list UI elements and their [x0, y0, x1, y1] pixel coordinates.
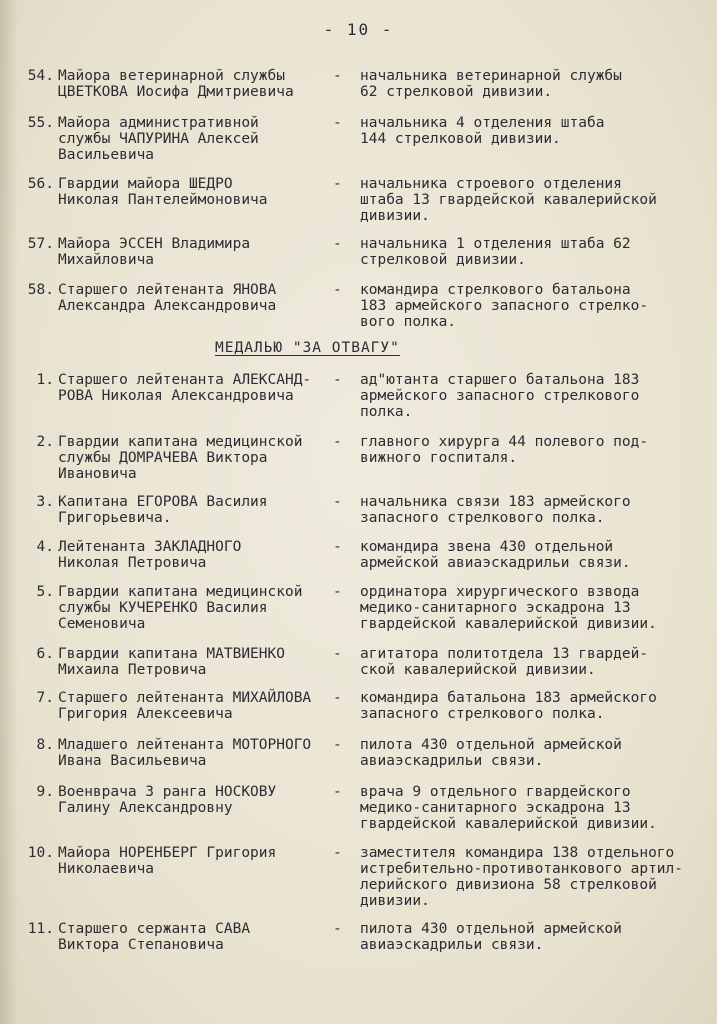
section-heading: МЕДАЛЬЮ "ЗА ОТВАГУ": [215, 340, 400, 356]
entry-dash: -: [333, 539, 342, 555]
recipient-position: ад"ютанта старшего батальона 183 армейского запасного стрелкового полка.: [360, 372, 640, 420]
entry-dash: -: [333, 282, 342, 298]
entry-dash: -: [333, 115, 342, 131]
entry-number: 57.: [27, 236, 54, 252]
entry-number: 4.: [36, 539, 54, 555]
recipient-position: командира стрелкового батальона 183 армейского запасного стрелко- вого полка.: [360, 282, 649, 330]
entry-dash: -: [333, 494, 342, 510]
recipient-position: начальника 1 отделения штаба 62 стрелковой дивизии.: [360, 236, 631, 268]
entry-dash: -: [333, 845, 342, 861]
entry-number: 6.: [36, 646, 54, 662]
entry-dash: -: [333, 176, 342, 192]
recipient-name: Гвардии капитана медицинской службы КУЧЕРЕНКО Василия Семеновича: [58, 584, 303, 632]
entry-number: 5.: [36, 584, 54, 600]
entry-number: 7.: [36, 690, 54, 706]
page-number: - 10 -: [323, 20, 394, 39]
recipient-position: командира батальона 183 армейского запасного стрелкового полка.: [360, 690, 657, 722]
recipient-name: Старшего лейтенанта ЯНОВА Александра Александровича: [58, 282, 277, 314]
entry-number: 10.: [27, 845, 54, 861]
entry-dash: -: [333, 68, 342, 84]
entry-dash: -: [333, 784, 342, 800]
recipient-name: Майора административной службы ЧАПУРИНА Алексей Васильевича: [58, 115, 259, 163]
entry-dash: -: [333, 690, 342, 706]
recipient-name: Старшего лейтенанта АЛЕКСАНД- РОВА Николая Александровича: [58, 372, 312, 404]
recipient-name: Старшего лейтенанта МИХАЙЛОВА Григория Алексеевича: [58, 690, 312, 722]
recipient-position: врача 9 отдельного гвардейского медико-санитарного эскадрона 13 гвардейской кавалерийской дивизии.: [360, 784, 657, 832]
recipient-position: главного хирурга 44 полевого под- вижного госпиталя.: [360, 434, 649, 466]
entry-dash: -: [333, 372, 342, 388]
recipient-name: Майора ветеринарной службы ЦВЕТКОВА Иосифа Дмитриевича: [58, 68, 294, 100]
recipient-name: Лейтенанта ЗАКЛАДНОГО Николая Петровича: [58, 539, 242, 571]
entry-number: 2.: [36, 434, 54, 450]
recipient-name: Военврача 3 ранга НОСКОВУ Галину Александровну: [58, 784, 277, 816]
recipient-name: Гвардии капитана медицинской службы ДОМРАЧЕВА Виктора Ивановича: [58, 434, 303, 482]
recipient-position: агитатора политотдела 13 гвардей- ской кавалерийской дивизии.: [360, 646, 649, 678]
entry-number: 58.: [27, 282, 54, 298]
entry-number: 11.: [27, 921, 54, 937]
recipient-position: начальника строевого отделения штаба 13 гвардейской кавалерийской дивизии.: [360, 176, 657, 224]
entry-dash: -: [333, 921, 342, 937]
recipient-position: начальника связи 183 армейского запасного стрелкового полка.: [360, 494, 631, 526]
recipient-name: Майора ЭССЕН Владимира Михайловича: [58, 236, 251, 268]
recipient-position: пилота 430 отдельной армейской авиаэскадрильи связи.: [360, 737, 622, 769]
recipient-name: Гвардии майора ШЕДРО Николая Пантелеймоновича: [58, 176, 268, 208]
recipient-position: начальника ветеринарной службы 62 стрелковой дивизии.: [360, 68, 622, 100]
recipient-position: заместителя командира 138 отдельного истребительно-противотанкового артил- лерийского дивизиона 58 стрелковой дивизии.: [360, 845, 684, 909]
entry-dash: -: [333, 584, 342, 600]
entry-dash: -: [333, 434, 342, 450]
recipient-name: Майора НОРЕНБЕРГ Григория Николаевича: [58, 845, 277, 877]
recipient-position: ординатора хирургического взвода медико-санитарного эскадрона 13 гвардейской кавалерийской дивизии.: [360, 584, 657, 632]
recipient-name: Младшего лейтенанта МОТОРНОГО Ивана Васильевича: [58, 737, 312, 769]
entry-number: 56.: [27, 176, 54, 192]
entry-number: 1.: [36, 372, 54, 388]
recipient-name: Гвардии капитана МАТВИЕНКО Михаила Петровича: [58, 646, 285, 678]
entry-dash: -: [333, 236, 342, 252]
recipient-name: Старшего сержанта САВА Виктора Степановича: [58, 921, 251, 953]
recipient-position: пилота 430 отдельной армейской авиаэскадрильи связи.: [360, 921, 622, 953]
page-edge-shadow: [0, 0, 18, 1024]
entry-number: 54.: [27, 68, 54, 84]
entry-number: 3.: [36, 494, 54, 510]
entry-dash: -: [333, 737, 342, 753]
recipient-position: начальника 4 отделения штаба 144 стрелковой дивизии.: [360, 115, 605, 147]
entry-number: 9.: [36, 784, 54, 800]
recipient-name: Капитана ЕГОРОВА Василия Григорьевича.: [58, 494, 268, 526]
entry-number: 55.: [27, 115, 54, 131]
entry-number: 8.: [36, 737, 54, 753]
entry-dash: -: [333, 646, 342, 662]
recipient-position: командира звена 430 отдельной армейской авиаэскадрильи связи.: [360, 539, 631, 571]
